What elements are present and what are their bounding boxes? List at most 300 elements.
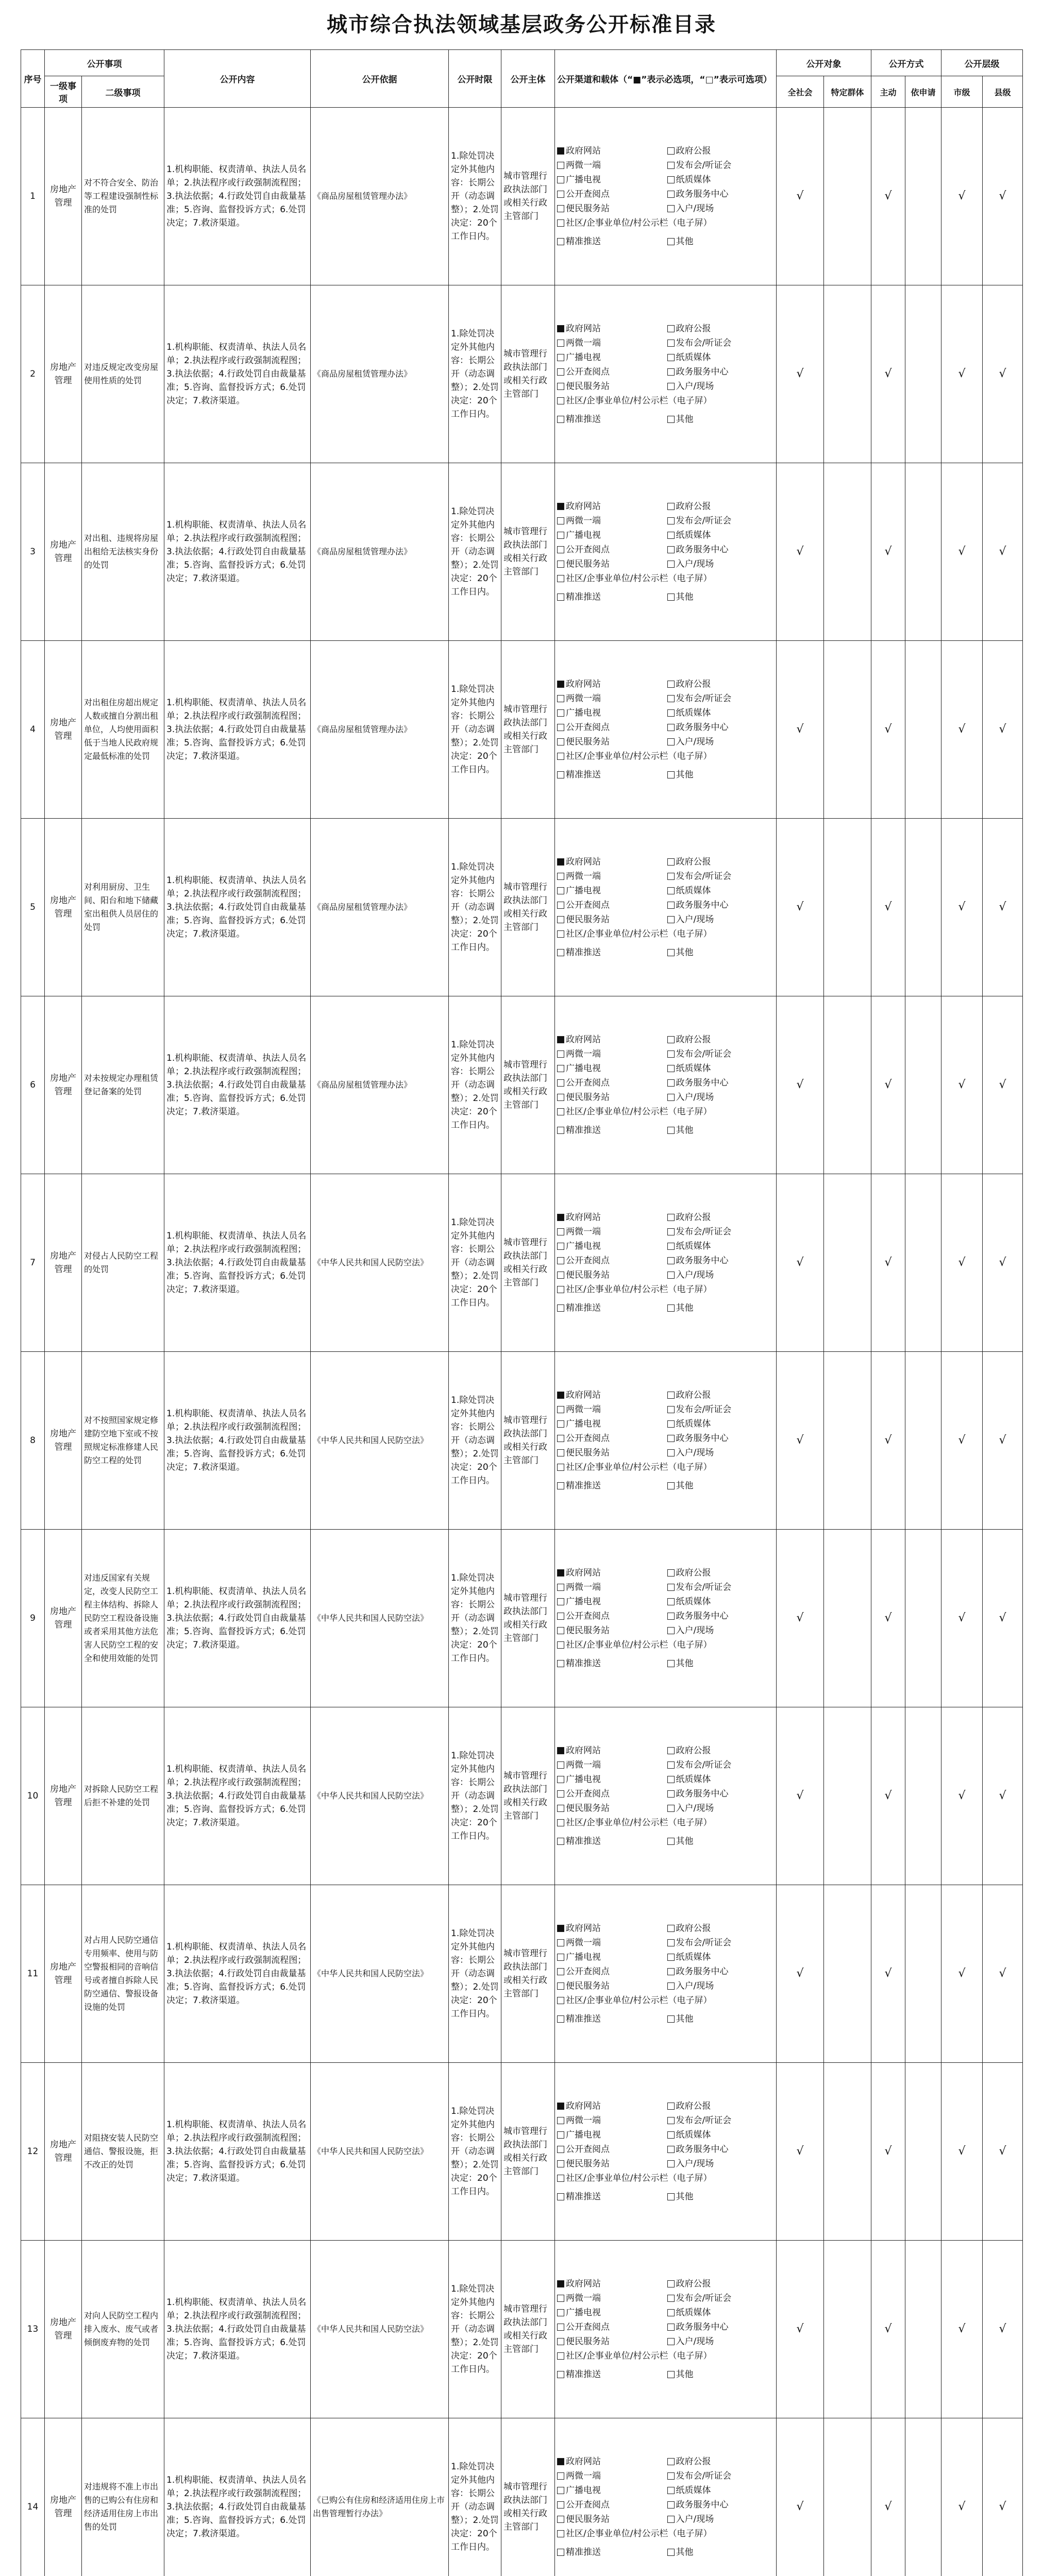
row-seq: 6: [21, 996, 45, 1174]
mark-level-city: √: [941, 463, 983, 641]
unchecked-box-icon: [557, 902, 564, 909]
unchecked-box-icon: [667, 2472, 675, 2480]
row-seq: 4: [21, 641, 45, 819]
row-subject: 城市管理行政执法部门或相关行政主管部门: [501, 1885, 555, 2063]
row-basis: 《商品房屋租赁管理办法》: [311, 819, 449, 996]
row-subject: 城市管理行政执法部门或相关行政主管部门: [501, 285, 555, 463]
unchecked-box-icon: [667, 1094, 675, 1101]
unchecked-box-icon: [557, 2501, 564, 2509]
unchecked-box-icon: [557, 1627, 564, 1634]
unchecked-box-icon: [557, 1997, 564, 2004]
channel-service-center: 政务服务中心: [667, 2320, 775, 2334]
row-seq: 8: [21, 1352, 45, 1530]
unchecked-box-icon: [667, 1982, 675, 1990]
channel-press: 发布会/听证会: [667, 870, 775, 883]
channel-door-to-door: 入户/现场: [667, 380, 775, 393]
unchecked-box-icon: [557, 2131, 564, 2139]
channel-gov-bulletin: 政府公报: [667, 1922, 775, 1935]
row-basis: 《商品房屋租赁管理办法》: [311, 463, 449, 641]
mark-level-city: √: [941, 2418, 983, 2576]
mark-method-apply: [905, 2063, 941, 2241]
unchecked-box-icon: [667, 2516, 675, 2523]
row-seq: 3: [21, 463, 45, 641]
unchecked-box-icon: [667, 1420, 675, 1428]
row-subject: 城市管理行政执法部门或相关行政主管部门: [501, 1174, 555, 1352]
row-content: 1.机构职能、权责清单、执法人员名单；2.执法程序或行政强制流程图；3.执法依据；4.行政处罚自由裁量基准；5.咨询、监督投诉方式；6.处罚决定；7.救济渠道。: [164, 1352, 311, 1530]
mark-level-city: √: [941, 641, 983, 819]
channel-notice-board: 公开查阅点: [557, 1254, 664, 1267]
mark-level-county: √: [983, 996, 1023, 1174]
row-level1: 房地产管理: [45, 2418, 82, 2576]
channel-paper: 纸质媒体: [667, 1062, 775, 1075]
channel-radio-tv: 广播电视: [557, 1951, 664, 1964]
channel-press: 发布会/听证会: [667, 1936, 775, 1950]
table-row: [21, 819, 1023, 996]
row-content: 1.机构职能、权责清单、执法人员名单；2.执法程序或行政强制流程图；3.执法依据；4.行政处罚自由裁量基准；5.咨询、监督投诉方式；6.处罚决定；7.救济渠道。: [164, 285, 311, 463]
channel-press: 发布会/听证会: [667, 1403, 775, 1416]
mark-target-all: √: [777, 1885, 824, 2063]
channel-convenience: 便民服务站: [557, 735, 664, 749]
channel-gov-bulletin: 政府公报: [667, 1211, 775, 1224]
unchecked-box-icon: [557, 1464, 564, 1471]
mark-target-specific: [824, 2241, 871, 2418]
channel-gov-bulletin: 政府公报: [667, 2277, 775, 2291]
channel-website: 政府网站: [557, 855, 664, 869]
channel-gov-bulletin: 政府公报: [667, 2455, 775, 2468]
channel-radio-tv: 广播电视: [557, 173, 664, 187]
channel-gov-bulletin: 政府公报: [667, 1388, 775, 1402]
channel-website: 政府网站: [557, 1922, 664, 1935]
table-row: [21, 108, 1023, 285]
row-basis: 《商品房屋租赁管理办法》: [311, 996, 449, 1174]
unchecked-box-icon: [557, 2338, 564, 2345]
table-row: [21, 2418, 1023, 2576]
row-content: 1.机构职能、权责清单、执法人员名单；2.执法程序或行政强制流程图；3.执法依据；4.行政处罚自由裁量基准；5.咨询、监督投诉方式；6.处罚决定；7.救济渠道。: [164, 108, 311, 285]
unchecked-box-icon: [667, 2487, 675, 2494]
unchecked-box-icon: [667, 738, 675, 745]
unchecked-box-icon: [667, 2131, 675, 2139]
channel-convenience: 便民服务站: [557, 2513, 664, 2526]
row-subject: 城市管理行政执法部门或相关行政主管部门: [501, 1530, 555, 1707]
row-content: 1.机构职能、权责清单、执法人员名单；2.执法程序或行政强制流程图；3.执法依据；4.行政处罚自由裁量基准；5.咨询、监督投诉方式；6.处罚决定；7.救济渠道。: [164, 1885, 311, 2063]
mark-target-specific: [824, 1352, 871, 1530]
checked-box-icon: [557, 2280, 564, 2287]
channel-service-center: 政务服务中心: [667, 899, 775, 912]
mark-method-active: √: [871, 2241, 905, 2418]
mark-level-county: √: [983, 819, 1023, 996]
mark-method-active: √: [871, 1707, 905, 1885]
header-level-city: 市级: [941, 76, 983, 108]
unchecked-box-icon: [557, 887, 564, 894]
mark-target-specific: [824, 996, 871, 1174]
unchecked-box-icon: [557, 724, 564, 731]
unchecked-box-icon: [667, 1050, 675, 1058]
unchecked-box-icon: [557, 1954, 564, 1961]
channel-radio-tv: 广播电视: [557, 529, 664, 542]
channel-door-to-door: 入户/现场: [667, 1446, 775, 1460]
mark-method-active: √: [871, 996, 905, 1174]
channel-two-micro: 两微一端: [557, 1225, 664, 1239]
channel-community: 社区/企事业单位/村公示栏（电子屏）: [557, 394, 774, 408]
unchecked-box-icon: [557, 1838, 564, 1845]
mark-method-active: √: [871, 285, 905, 463]
unchecked-box-icon: [557, 2015, 564, 2023]
mark-method-apply: [905, 1174, 941, 1352]
channel-community: 社区/企事业单位/村公示栏（电子屏）: [557, 1105, 774, 1118]
row-subject: 城市管理行政执法部门或相关行政主管部门: [501, 463, 555, 641]
channel-convenience: 便民服务站: [557, 380, 664, 393]
row-channels: [555, 1352, 777, 1530]
row-timing: 1.除处罚决定外其他内容：长期公开（动态调整）；2.处罚决定：20个工作日内。: [449, 1707, 501, 1885]
row-level1: 房地产管理: [45, 1707, 82, 1885]
unchecked-box-icon: [667, 1660, 675, 1667]
mark-method-active: √: [871, 641, 905, 819]
channel-service-center: 政务服务中心: [667, 2498, 775, 2512]
unchecked-box-icon: [667, 2309, 675, 2316]
mark-level-county: √: [983, 2063, 1023, 2241]
channel-door-to-door: 入户/现场: [667, 1979, 775, 1993]
channel-gov-bulletin: 政府公报: [667, 322, 775, 335]
channel-door-to-door: 入户/现场: [667, 202, 775, 215]
channel-two-micro: 两微一端: [557, 514, 664, 528]
row-basis: 《中华人民共和国人民防空法》: [311, 1707, 449, 1885]
channel-community: 社区/企事业单位/村公示栏（电子屏）: [557, 2527, 774, 2540]
unchecked-box-icon: [557, 2175, 564, 2182]
channel-door-to-door: 入户/现场: [667, 557, 775, 571]
channel-community: 社区/企事业单位/村公示栏（电子屏）: [557, 2172, 774, 2185]
unchecked-box-icon: [667, 1761, 675, 1769]
unchecked-box-icon: [557, 2487, 564, 2494]
channel-gov-bulletin: 政府公报: [667, 1744, 775, 1757]
channel-two-micro: 两微一端: [557, 2114, 664, 2127]
row-basis: 《中华人民共和国人民防空法》: [311, 1174, 449, 1352]
unchecked-box-icon: [667, 2501, 675, 2509]
mark-target-all: √: [777, 819, 824, 996]
unchecked-box-icon: [667, 1569, 675, 1577]
checked-box-icon: [557, 1392, 564, 1399]
unchecked-box-icon: [667, 1079, 675, 1087]
channel-precise: 精准推送: [557, 2546, 664, 2559]
header-target-group: 公开对象: [777, 50, 871, 76]
mark-target-all: √: [777, 996, 824, 1174]
channel-notice-board: 公开查阅点: [557, 721, 664, 734]
unchecked-box-icon: [667, 2295, 675, 2302]
row-channels: [555, 2241, 777, 2418]
row-seq: 7: [21, 1174, 45, 1352]
channel-other: 其他: [667, 1301, 775, 1315]
unchecked-box-icon: [557, 1584, 564, 1591]
channel-community: 社区/企事业单位/村公示栏（电子屏）: [557, 1638, 774, 1652]
unchecked-box-icon: [557, 368, 564, 376]
unchecked-box-icon: [667, 416, 675, 423]
row-level2: 对出租、违规将房屋出租给无法核实身份的处罚: [82, 463, 164, 641]
row-channels: [555, 2418, 777, 2576]
unchecked-box-icon: [557, 1243, 564, 1250]
page-title: 城市综合执法领域基层政务公开标准目录: [327, 13, 716, 37]
channel-service-center: 政务服务中心: [667, 1254, 775, 1267]
mark-target-specific: [824, 1707, 871, 1885]
header-level2: 二级事项: [82, 76, 164, 108]
unchecked-box-icon: [667, 503, 675, 510]
unchecked-box-icon: [667, 1954, 675, 1961]
mark-target-specific: [824, 108, 871, 285]
channel-radio-tv: 广播电视: [557, 1773, 664, 1786]
unchecked-box-icon: [557, 1598, 564, 1605]
unchecked-box-icon: [667, 1584, 675, 1591]
channel-paper: 纸质媒体: [667, 1595, 775, 1608]
row-subject: 城市管理行政执法部门或相关行政主管部门: [501, 2241, 555, 2418]
row-channels: [555, 1707, 777, 1885]
channel-service-center: 政务服务中心: [667, 2143, 775, 2156]
unchecked-box-icon: [557, 397, 564, 404]
row-subject: 城市管理行政执法部门或相关行政主管部门: [501, 641, 555, 819]
row-seq: 5: [21, 819, 45, 996]
mark-target-all: √: [777, 1174, 824, 1352]
row-channels: [555, 996, 777, 1174]
unchecked-box-icon: [557, 219, 564, 227]
unchecked-box-icon: [667, 1805, 675, 1812]
unchecked-box-icon: [557, 738, 564, 745]
mark-method-apply: [905, 285, 941, 463]
row-basis: 《中华人民共和国人民防空法》: [311, 2241, 449, 2418]
channel-service-center: 政务服务中心: [667, 1787, 775, 1801]
row-level1: 房地产管理: [45, 1885, 82, 2063]
table-row: [21, 285, 1023, 463]
channel-door-to-door: 入户/现场: [667, 735, 775, 749]
unchecked-box-icon: [667, 354, 675, 361]
row-level2: 对侵占人民防空工程的处罚: [82, 1174, 164, 1352]
channel-service-center: 政务服务中心: [667, 1609, 775, 1623]
channel-paper: 纸质媒体: [667, 529, 775, 542]
unchecked-box-icon: [667, 1747, 675, 1754]
channel-paper: 纸质媒体: [667, 173, 775, 187]
header-seq: 序号: [21, 50, 45, 108]
channel-paper: 纸质媒体: [667, 1240, 775, 1253]
mark-method-active: √: [871, 1174, 905, 1352]
unchecked-box-icon: [557, 1065, 564, 1072]
table-row: [21, 641, 1023, 819]
header-subject: 公开主体: [501, 50, 555, 108]
channel-gov-bulletin: 政府公报: [667, 1566, 775, 1580]
channel-two-micro: 两微一端: [557, 1403, 664, 1416]
channel-notice-board: 公开查阅点: [557, 365, 664, 379]
mark-target-all: √: [777, 285, 824, 463]
unchecked-box-icon: [557, 2352, 564, 2360]
unchecked-box-icon: [557, 1968, 564, 1975]
mark-method-apply: [905, 1707, 941, 1885]
row-level2: 对违规将不准上市出售的已购公有住房和经济适用住房上市出售的处罚: [82, 2418, 164, 2576]
unchecked-box-icon: [667, 1790, 675, 1798]
unchecked-box-icon: [557, 1939, 564, 1946]
channel-service-center: 政务服务中心: [667, 188, 775, 201]
mark-method-apply: [905, 1885, 941, 2063]
unchecked-box-icon: [557, 1094, 564, 1101]
channel-press: 发布会/听证会: [667, 1758, 775, 1772]
table-row: [21, 2063, 1023, 2241]
row-timing: 1.除处罚决定外其他内容：长期公开（动态调整）；2.处罚决定：20个工作日内。: [449, 285, 501, 463]
channel-notice-board: 公开查阅点: [557, 1609, 664, 1623]
mark-target-specific: [824, 1174, 871, 1352]
unchecked-box-icon: [557, 2146, 564, 2153]
row-content: 1.机构职能、权责清单、执法人员名单；2.执法程序或行政强制流程图；3.执法依据；4.行政处罚自由裁量基准；5.咨询、监督投诉方式；6.处罚决定；7.救济渠道。: [164, 996, 311, 1174]
unchecked-box-icon: [557, 1435, 564, 1442]
channel-two-micro: 两微一端: [557, 1936, 664, 1950]
unchecked-box-icon: [667, 2324, 675, 2331]
unchecked-box-icon: [667, 2117, 675, 2124]
unchecked-box-icon: [667, 1304, 675, 1312]
unchecked-box-icon: [557, 2295, 564, 2302]
row-subject: 城市管理行政执法部门或相关行政主管部门: [501, 819, 555, 996]
unchecked-box-icon: [557, 162, 564, 169]
unchecked-box-icon: [667, 1214, 675, 1221]
unchecked-box-icon: [557, 416, 564, 423]
mark-level-county: √: [983, 1885, 1023, 2063]
unchecked-box-icon: [557, 1449, 564, 1456]
unchecked-box-icon: [667, 2015, 675, 2023]
channel-service-center: 政务服务中心: [667, 1965, 775, 1978]
unchecked-box-icon: [667, 1627, 675, 1634]
mark-level-county: √: [983, 1530, 1023, 1707]
unchecked-box-icon: [557, 594, 564, 601]
channel-two-micro: 两微一端: [557, 2292, 664, 2305]
row-channels: [555, 819, 777, 996]
unchecked-box-icon: [667, 873, 675, 880]
channel-notice-board: 公开查阅点: [557, 1432, 664, 1445]
unchecked-box-icon: [557, 916, 564, 923]
unchecked-box-icon: [557, 1761, 564, 1769]
header-target-specific: 特定群体: [824, 76, 871, 108]
channel-door-to-door: 入户/现场: [667, 1624, 775, 1637]
row-channels: [555, 108, 777, 285]
row-level2: 对出租住房超出规定人数或擅自分割出租单位，人均使用面积低于当地人民政府规定最低标准的处罚: [82, 641, 164, 819]
row-basis: 《中华人民共和国人民防空法》: [311, 1352, 449, 1530]
mark-method-active: √: [871, 108, 905, 285]
channel-press: 发布会/听证会: [667, 159, 775, 172]
mark-target-specific: [824, 1885, 871, 2063]
unchecked-box-icon: [557, 753, 564, 760]
row-level1: 房地产管理: [45, 1174, 82, 1352]
table-row: [21, 2241, 1023, 2418]
unchecked-box-icon: [557, 2193, 564, 2200]
channel-gov-bulletin: 政府公报: [667, 500, 775, 513]
unchecked-box-icon: [667, 858, 675, 866]
row-basis: 《商品房屋租赁管理办法》: [311, 641, 449, 819]
unchecked-box-icon: [667, 191, 675, 198]
mark-target-all: √: [777, 2241, 824, 2418]
row-level2: 对不按照国家规定修建防空地下室或不按照规定标准修建人民防空工程的处罚: [82, 1352, 164, 1530]
channel-website: 政府网站: [557, 144, 664, 158]
row-level2: 对违反国家有关规定，改变人民防空工程主体结构、拆除人民防空工程设备设施或者采用其他方法危害人民防空工程的安全和使用效能的处罚: [82, 1530, 164, 1707]
row-timing: 1.除处罚决定外其他内容：长期公开（动态调整）；2.处罚决定：20个工作日内。: [449, 996, 501, 1174]
checked-box-icon: [557, 858, 564, 866]
channel-paper: 纸质媒体: [667, 706, 775, 720]
channel-community: 社区/企事业单位/村公示栏（电子屏）: [557, 1461, 774, 1474]
channel-convenience: 便民服务站: [557, 1268, 664, 1282]
channel-service-center: 政务服务中心: [667, 543, 775, 556]
channel-precise: 精准推送: [557, 768, 664, 782]
checked-box-icon: [557, 2458, 564, 2465]
channel-door-to-door: 入户/现场: [667, 2157, 775, 2171]
unchecked-box-icon: [557, 1776, 564, 1783]
unchecked-box-icon: [557, 1805, 564, 1812]
unchecked-box-icon: [557, 2371, 564, 2378]
checked-box-icon: [557, 2103, 564, 2110]
row-subject: 城市管理行政执法部门或相关行政主管部门: [501, 996, 555, 1174]
row-level1: 房地产管理: [45, 463, 82, 641]
unchecked-box-icon: [557, 238, 564, 245]
unchecked-box-icon: [557, 383, 564, 390]
mark-method-active: √: [871, 463, 905, 641]
row-seq: 10: [21, 1707, 45, 1885]
channel-radio-tv: 广播电视: [557, 706, 664, 720]
mark-level-city: √: [941, 1707, 983, 1885]
mark-target-specific: [824, 819, 871, 996]
row-level1: 房地产管理: [45, 108, 82, 285]
row-content: 1.机构职能、权责清单、执法人员名单；2.执法程序或行政强制流程图；3.执法依据；4.行政处罚自由裁量基准；5.咨询、监督投诉方式；6.处罚决定；7.救济渠道。: [164, 2063, 311, 2241]
unchecked-box-icon: [667, 532, 675, 539]
channel-press: 发布会/听证会: [667, 336, 775, 350]
row-level1: 房地产管理: [45, 2063, 82, 2241]
row-timing: 1.除处罚决定外其他内容：长期公开（动态调整）；2.处罚决定：20个工作日内。: [449, 108, 501, 285]
channel-door-to-door: 入户/现场: [667, 1091, 775, 1104]
channel-radio-tv: 广播电视: [557, 351, 664, 364]
unchecked-box-icon: [667, 368, 675, 376]
unchecked-box-icon: [667, 1272, 675, 1279]
channel-precise: 精准推送: [557, 590, 664, 604]
checked-box-icon: [557, 325, 564, 332]
channel-radio-tv: 广播电视: [557, 2306, 664, 2319]
unchecked-box-icon: [557, 930, 564, 938]
channel-service-center: 政务服务中心: [667, 1432, 775, 1445]
row-level2: 对利用厨房、卫生间、阳台和地下储藏室出租供人员居住的处罚: [82, 819, 164, 996]
row-channels: [555, 285, 777, 463]
channel-other: 其他: [667, 1835, 775, 1848]
mark-target-all: √: [777, 2063, 824, 2241]
mark-level-county: √: [983, 285, 1023, 463]
channel-press: 发布会/听证会: [667, 692, 775, 705]
channel-two-micro: 两微一端: [557, 1758, 664, 1772]
unchecked-box-icon: [557, 1819, 564, 1826]
channel-other: 其他: [667, 235, 775, 248]
row-content: 1.机构职能、权责清单、执法人员名单；2.执法程序或行政强制流程图；3.执法依据；4.行政处罚自由裁量基准；5.咨询、监督投诉方式；6.处罚决定；7.救济渠道。: [164, 2241, 311, 2418]
mark-method-apply: [905, 996, 941, 1174]
channel-radio-tv: 广播电视: [557, 2128, 664, 2142]
unchecked-box-icon: [667, 2458, 675, 2465]
row-seq: 2: [21, 285, 45, 463]
header-level-group: 公开层级: [941, 50, 1023, 76]
channel-gov-bulletin: 政府公报: [667, 144, 775, 158]
row-channels: [555, 1530, 777, 1707]
unchecked-box-icon: [557, 561, 564, 568]
unchecked-box-icon: [667, 2338, 675, 2345]
unchecked-box-icon: [667, 594, 675, 601]
channel-website: 政府网站: [557, 1744, 664, 1757]
mark-level-county: √: [983, 641, 1023, 819]
unchecked-box-icon: [557, 354, 564, 361]
header-method-group: 公开方式: [871, 50, 941, 76]
header-target-all: 全社会: [777, 76, 824, 108]
unchecked-box-icon: [667, 1228, 675, 1235]
channel-other: 其他: [667, 2368, 775, 2381]
unchecked-box-icon: [557, 1420, 564, 1428]
row-content: 1.机构职能、权责清单、执法人员名单；2.执法程序或行政强制流程图；3.执法依据；4.行政处罚自由裁量基准；5.咨询、监督投诉方式；6.处罚决定；7.救济渠道。: [164, 641, 311, 819]
row-subject: 城市管理行政执法部门或相关行政主管部门: [501, 2418, 555, 2576]
mark-level-city: √: [941, 1352, 983, 1530]
mark-target-specific: [824, 285, 871, 463]
mark-method-apply: [905, 108, 941, 285]
row-level1: 房地产管理: [45, 819, 82, 996]
channel-gov-bulletin: 政府公报: [667, 2099, 775, 2113]
